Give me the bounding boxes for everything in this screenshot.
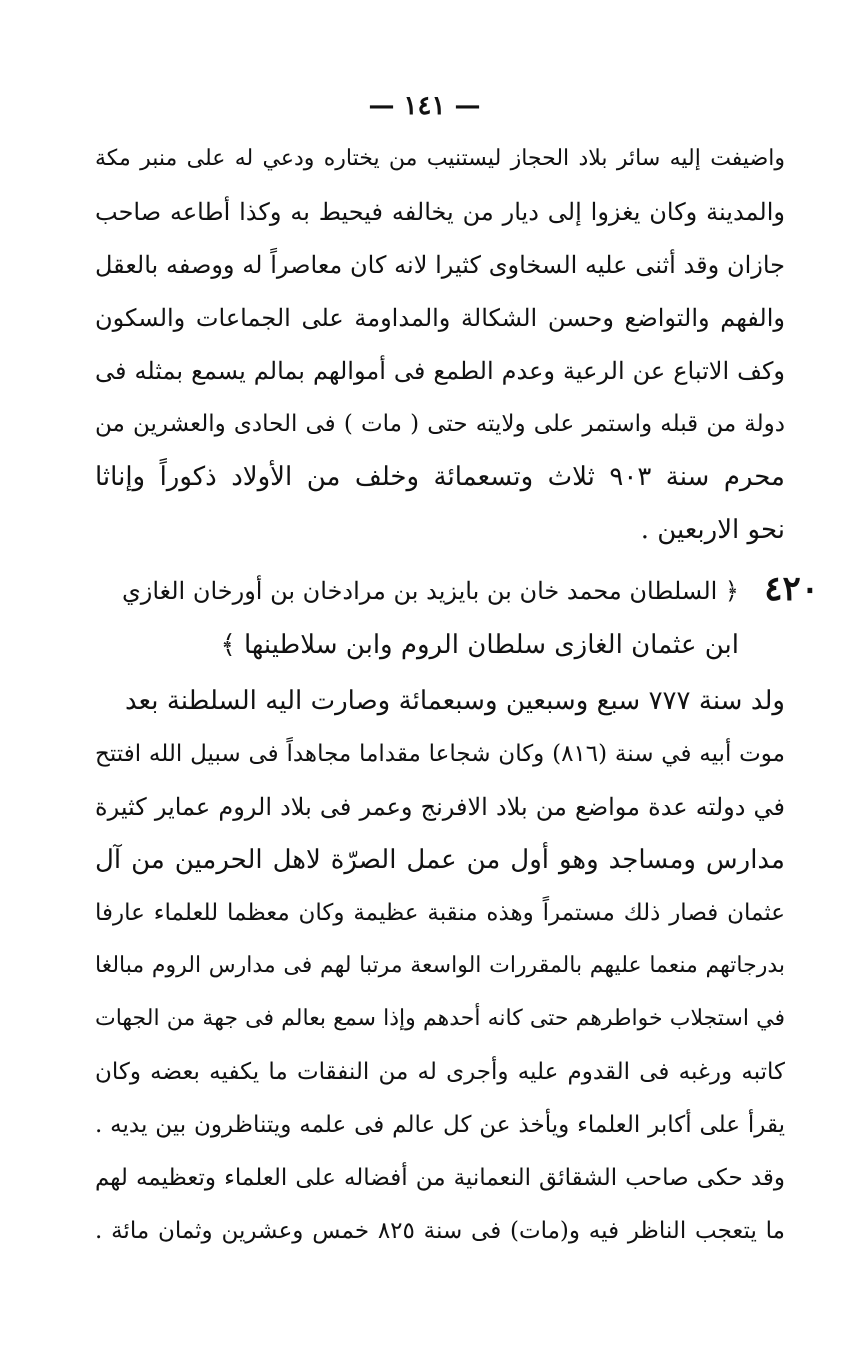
text-line: والمدينة وكان يغزوا إلى ديار من يخالفه فيحيط به وكذا أطاعه صاحب (95, 198, 785, 226)
text-line: كاتبه ورغبه فى القدوم عليه وأجرى له من النفقات ما يكفيه بعضه وكان (95, 1059, 785, 1085)
text-line: ولد سنة ٧٧٧ سبع وسبعين وسبعمائة وصارت اليه السلطنة بعد (125, 686, 785, 716)
entry-title-line1: ﴿ السلطان محمد خان بن بايزيد بن مرادخان بن أورخان الغازي (121, 577, 739, 605)
text-line: عثمان فصار ذلك مستمراً وهذه منقبة عظيمة وكان معظما للعلماء عارفا (95, 900, 785, 926)
text-line: جازان وقد أثنى عليه السخاوى كثيرا لانه كان معاصراً له ووصفه بالعقل (95, 251, 785, 279)
text-line: دولة من قبله واستمر على ولايته حتى ( مات ) فى الحادى والعشرين من (95, 411, 785, 437)
text-line: في دولته عدة مواضع من بلاد الافرنج وعمر فى بلاد الروم عماير كثيرة (95, 793, 785, 821)
text-line: يقرأ على أكابر العلماء ويأخذ عن كل عالم فى علمه ويتناظرون بين يديه . (95, 1112, 785, 1138)
text-line: في استجلاب خواطرهم حتى كانه أحدهم وإذا سمع بعالم فى جهة من الجهات (95, 1006, 785, 1031)
text-line: محرم سنة ٩٠٣ ثلاث وتسعمائة وخلف من الأولاد ذكوراً وإناثا (95, 462, 785, 492)
text-line: وقد حكى صاحب الشقائق النعمانية من أفضاله على العلماء وتعظيمه لهم (95, 1165, 785, 1191)
text-line: والفهم والتواضع وحسن الشكالة والمداومة على الجماعات والسكون (95, 304, 785, 332)
text-line: بدرجاتهم منعما عليهم بالمقررات الواسعة مرتبا لهم فى مدارس الروم مبالغا (95, 953, 785, 978)
text-line: واضيفت إليه سائر بلاد الحجاز ليستنيب من يختاره ودعي له على منبر مكة (95, 146, 785, 171)
text-line: ما يتعجب الناظر فيه و(مات) فى سنة ٨٢٥ خمس وعشرين وثمان مائة . (95, 1218, 785, 1244)
text-line: وكف الاتباع عن الرعية وعدم الطمع فى أموالهم بمالم يسمع بمثله فى (95, 357, 785, 385)
entry-title-line2: ابن عثمان الغازى سلطان الروم وابن سلاطينها ﴾ (220, 630, 739, 660)
text-line: مدارس ومساجد وهو أول من عمل الصرّة لاهل الحرمين من آل (95, 845, 785, 875)
text-line: نحو الاربعين . (640, 515, 785, 545)
text-line: موت أبيه في سنة (٨١٦) وكان شجاعا مقداما مجاهداً فى سبيل الله افتتح (95, 741, 786, 767)
entry-number: ٤٢٠ (764, 569, 819, 609)
page-number: — ١٤١ — (368, 91, 481, 121)
